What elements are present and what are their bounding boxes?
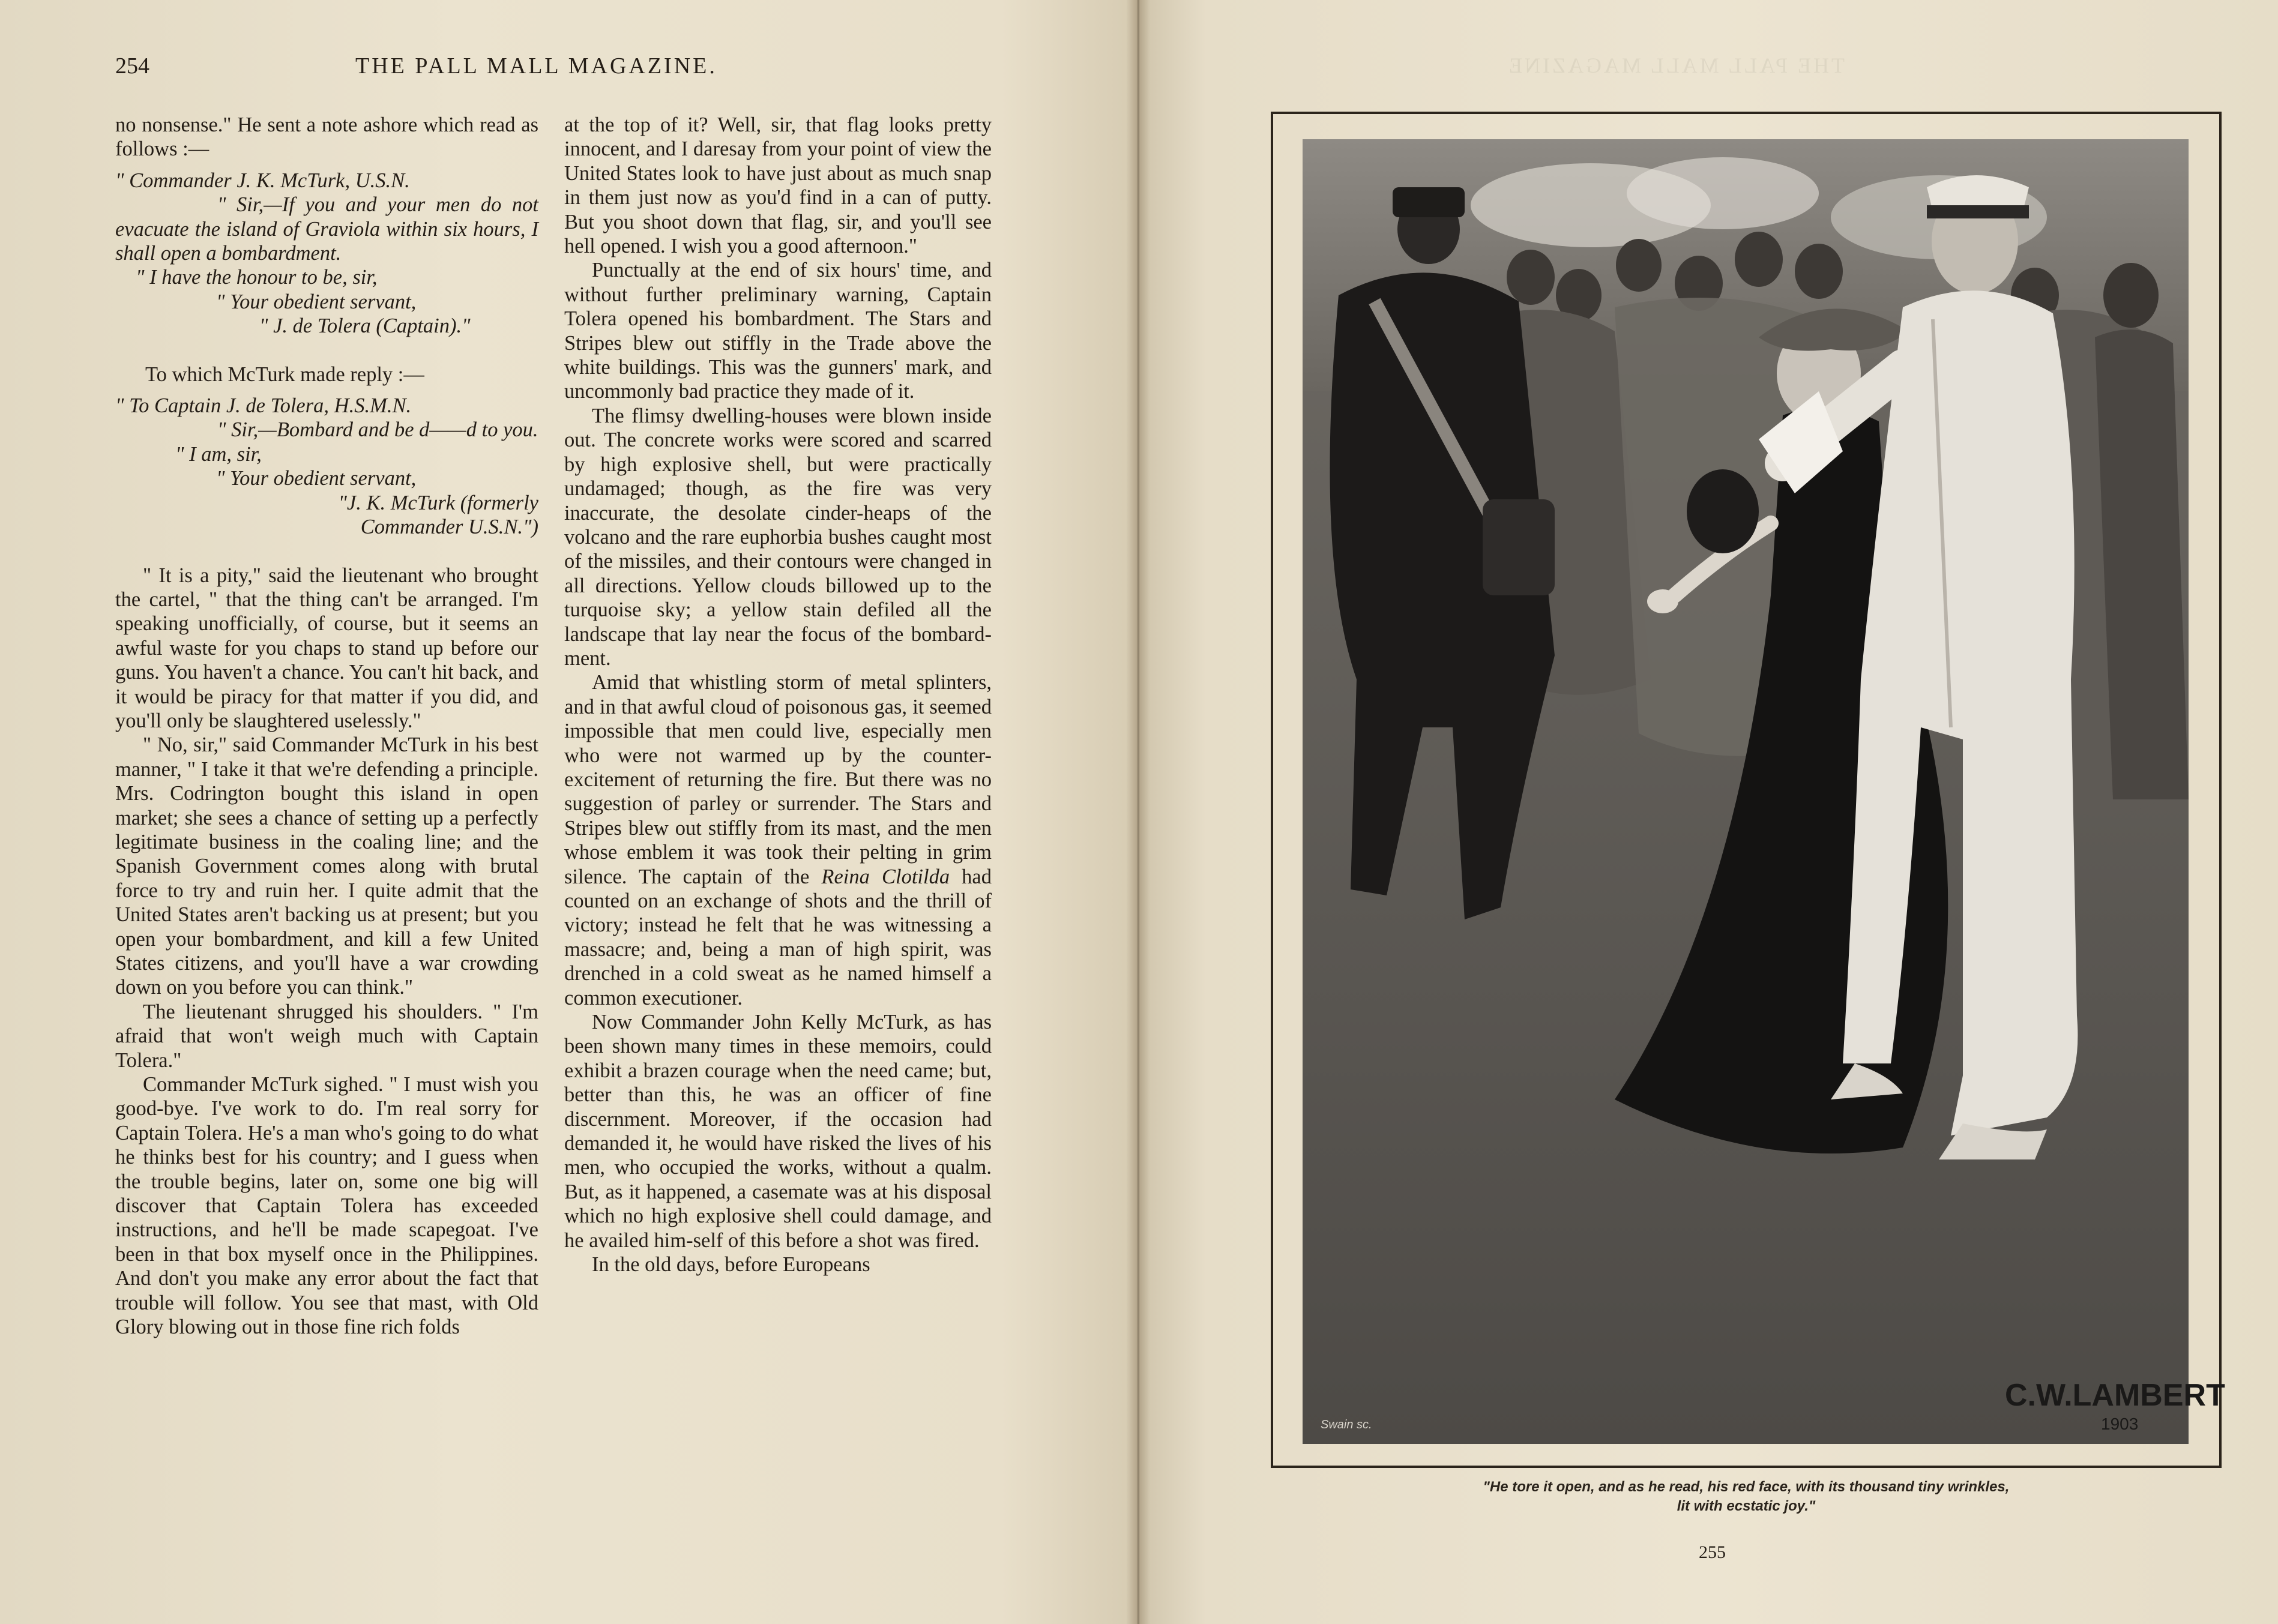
paragraph: To which McTurk made reply :— bbox=[145, 362, 424, 386]
letter-signature: "J. K. McTurk (formerly Commander U.S.N.") bbox=[338, 491, 538, 539]
paragraph: Commander McTurk sighed. " I must wish you good-bye. I've work to do. I'm real sorry for Captain Tolera. He's a man who's going to do what he thinks best for his country; and I guess when the trouble begins, later on, some one big will discover that Captain Tolera has exceeded instructions, and he'll be made scapegoat. I've been in that box myself once in the Philippines. And don't you make any error about the fact that trouble will follow. You see that mast, with Old Glory blowing out in those fine rich folds bbox=[115, 1073, 538, 1339]
engraver-mark: Swain sc. bbox=[1321, 1418, 1372, 1431]
caption-line: "He tore it open, and as he read, his red face, with its thousand tiny wrinkles, bbox=[1483, 1479, 2010, 1495]
paragraph-text: had counted on an exchange of shots and the thrill of victory; instead he felt that he was witnessing a massacre; and, being a man of high spirit, was drenched in a cold sweat as he named himself a common executioner. bbox=[564, 865, 992, 1009]
paragraph: " It is a pity," said the lieutenant who brought the cartel, " that the thing can't be arranged. I'm speaking unofficially, of course, but it seems an awful waste for you chaps to stand up before our guns. You haven't a chance. You can't hit back, and it would be piracy for that matter if you did, and you'll only be slaughtered uselessly." bbox=[115, 564, 538, 732]
paragraph: Now Commander John Kelly McTurk, as has been shown many times in these memoirs, could exhibit a brazen courage when the need came; but, better than this, he was an officer of fine discernment. Moreover, if the occasion had demanded it, he would have risked the lives of his men, who occupied the works, without a qualm. But, as it happened, a casemate was at his disposal which no high explosive shell could damage, and he availed him-self of this before a shot was fired. bbox=[564, 1011, 992, 1252]
letter-addressee: " To Captain J. de Tolera, H.S.M.N. bbox=[115, 394, 412, 418]
page-number-left: 254 bbox=[115, 53, 149, 79]
artist-signature: C.W.LAMBERT bbox=[2005, 1378, 2225, 1413]
caption-line: lit with ecstatic joy." bbox=[1677, 1498, 1816, 1514]
paragraph: " No, sir," said Commander McTurk in his best manner, " I take it that we're defending a principle. Mrs. Codrington bought this island in open market; she sees a chance of setting up a perfectly legitimate business in the coaling line; and the Spanish Government comes along with brutal force to try and ruin her. I quite admit that the United States aren't backing us at present; but you open your bombardment, and kill a few United States citizens, and you'll have a war crowding down on you before you can think." bbox=[115, 733, 538, 999]
letter-signature: " J. de Tolera (Captain)." bbox=[259, 314, 471, 338]
paragraph bbox=[564, 670, 992, 1010]
artist-date: 1903 bbox=[2101, 1415, 2139, 1433]
letter-closing: " I am, sir, bbox=[175, 442, 262, 466]
illustration bbox=[1303, 139, 2225, 1444]
letter-addressee: " Commander J. K. McTurk, U.S.N. bbox=[115, 169, 410, 192]
paragraph: no nonsense." He sent a note ashore which read as follows :— bbox=[115, 113, 538, 161]
paragraph-text: Amid that whistling storm of metal splinters, and in that awful cloud of poisonous gas, it seemed impossible that men could live, especially men who were not warmed up by the counter-excitement of returning the fire. But there was no suggestion of parley or surrender. The Stars and Stripes blew out stiffly from its mast, and the men whose emblem it was took their pelting in grim silence. The captain of the bbox=[564, 671, 992, 888]
illustration-drawing bbox=[1303, 139, 2225, 1444]
text-column-1 bbox=[115, 113, 538, 1340]
letter-closing: " Your obedient servant, bbox=[216, 467, 417, 490]
letter-body: " Sir,—If you and your men do not evacuate the island of Graviola within six hours, I shall open a bombardment. bbox=[115, 193, 538, 265]
paragraph: The lieutenant shrugged his shoulders. " I'm afraid that won't weigh much with Captain Tolera." bbox=[115, 1000, 538, 1072]
text-column-2 bbox=[564, 113, 992, 1277]
paragraph: at the top of it? Well, sir, that flag looks pretty innocent, and I daresay from your point of view the United States look to have just about as much snap in them just now as you'd find in a can of putty. But you shoot down that flag, sir, and you'll see hell opened. I wish you a good afternoon." bbox=[564, 113, 992, 258]
letter-closing: " I have the honour to be, sir, bbox=[136, 266, 378, 289]
paragraph: Punctually at the end of six hours' time, and without further preliminary warning, Captain Tolera opened his bombardment. The Stars and Stripes blew out stiffly in the Trade above the white buildings. This was the gunners' mark, and uncommonly bad practice they made of it. bbox=[564, 259, 992, 403]
letter-closing: " Your obedient servant, bbox=[216, 290, 417, 313]
letter-body: " Sir,—Bombard and be d——d to you. bbox=[217, 418, 538, 442]
page-number-right: 255 bbox=[1699, 1542, 1726, 1562]
illustration-caption bbox=[1271, 1478, 2222, 1516]
book-gutter bbox=[1126, 0, 1150, 1624]
left-page-header bbox=[115, 53, 998, 89]
paragraph: The flimsy dwelling-houses were blown inside out. The concrete works were scored and scarred by high explosive shell, but were practically undamaged; though, as the fire was very inaccurate, the desolate cinder-heaps of the volcano and the rare euphorbia bushes caught most of the missiles, and their contours were changed in all directions. Yellow clouds billowed up to the turquoise sky; a yellow stain defiled all the landscape that lay near the focus of the bombard-ment. bbox=[564, 404, 992, 670]
ship-name: Reina Clotilda bbox=[821, 865, 950, 888]
running-title: THE PALL MALL MAGAZINE. bbox=[355, 53, 717, 79]
paragraph: In the old days, before Europeans bbox=[592, 1253, 870, 1277]
show-through-header: THE PALL MALL MAGAZINE bbox=[1507, 53, 1845, 77]
